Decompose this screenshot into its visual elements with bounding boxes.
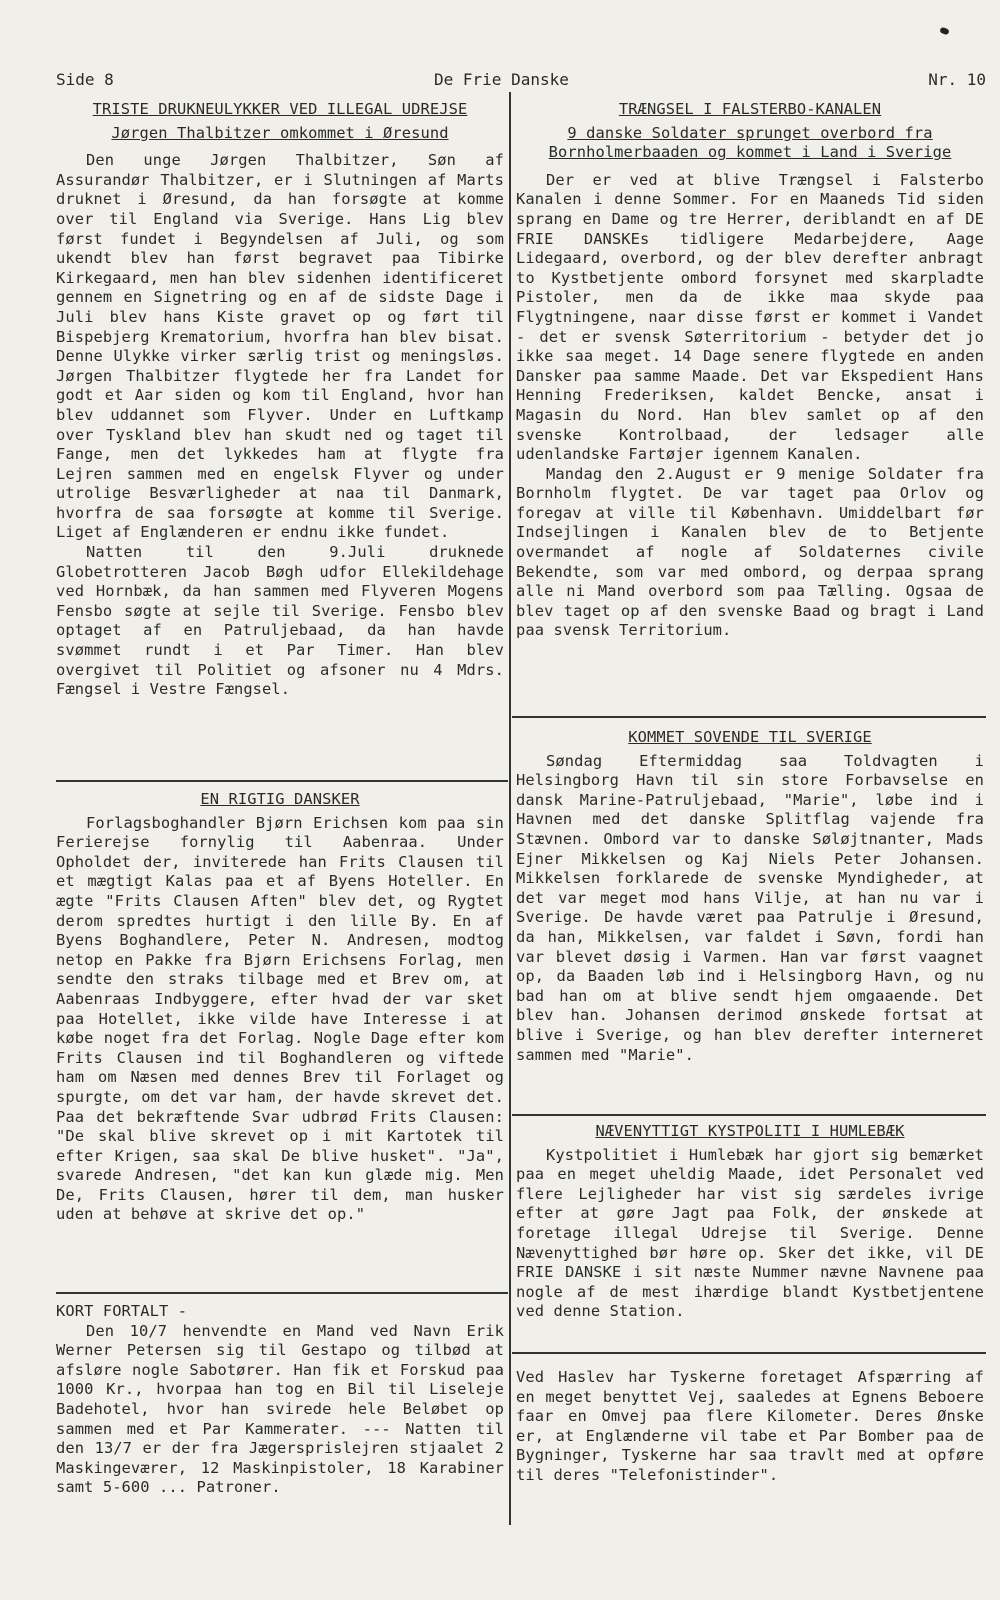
article-haslev — [516, 1368, 984, 1486]
article-title: EN RIGTIG DANSKER — [200, 790, 360, 808]
page-header — [56, 70, 986, 92]
article-paragraph: Ved Haslev har Tyskerne foretaget Afspærring af en meget benyttet Vej, saaledes at Egnens Beboere faar en Omvej paa flere Kilometer. Deres Ønske er, at Englænderne vil tabe et Par Bomber paa de Bygninger, Tyskerne har saa travlt med at opføre til deres "Telefonistinder". — [516, 1368, 984, 1484]
issue-number: Nr. 10 — [928, 70, 986, 89]
article-subtitle: 9 danske Soldater sprunget overbord fra Bornholmerbaaden og kommet i Land i Sverige — [548, 123, 952, 162]
section-rule — [512, 716, 986, 718]
section-rule — [512, 1114, 986, 1116]
article-drukneulykker — [56, 100, 504, 700]
article-paragraph: Den unge Jørgen Thalbitzer, Søn af Assurandør Thalbitzer, er i Slutningen af Marts druknet i Øresund, da han forsøgte at komme over til England via Sverige. Hans Lig blev først fundet i Begyndelsen af Juli, og som ukendt blev han først begravet paa Tibirke Kirkegaard, men han blev sidenhen identificeret gennem en Signetring og en af de sidste Dage i Juli blev hans Kiste gravet op og ført til Bispebjerg Krematorium, hvorfra han blev bisat. Denne Ulykke virker særlig trist og meningsløs. Jørgen Thalbitzer flygtede her fra Landet for godt et Aar siden og kom til England, hvor han blev uddannet som Flyver. Under en Luftkamp over Tyskland blev han skudt ned og taget til Fange, men det lykkedes ham at flygte fra Lejren sammen med en engelsk Flyver og under utrolige Besværligheder at naa til Danmark, hvorfra de saa forsøgte at komme til Sverige. Liget af Englænderen er endnu ikke fundet. — [56, 151, 504, 542]
article-title: KORT FORTALT - — [56, 1302, 188, 1320]
article-kystpoliti — [516, 1122, 984, 1322]
section-rule — [56, 780, 508, 782]
article-subtitle: Jørgen Thalbitzer omkommet i Øresund — [111, 123, 449, 142]
column-divider — [509, 92, 511, 1525]
article-paragraph: Kystpolitiet i Humlebæk har gjort sig bemærket paa en meget uheldig Maade, idet Personalet ved flere Lejligheder har vist sig særdeles ivrige efter at gøre Jagt paa Folk, der ønskede at foretage illegal Udrejse til Sverige. Denne Nævenyttighed bør høre op. Sker det ikke, vil DE FRIE DANSKE i sit næste Nummer nævne Navnene paa nogle af de mest ihærdige blandt Kystbetjentene ved denne Station. — [516, 1145, 984, 1321]
article-title: NÆVENYTTIGT KYSTPOLITI I HUMLEBÆK — [595, 1122, 905, 1140]
section-rule — [56, 1292, 508, 1294]
article-title: KOMMET SOVENDE TIL SVERIGE — [628, 728, 872, 746]
article-kort-fortalt — [56, 1302, 504, 1498]
article-paragraph: Søndag Eftermiddag saa Toldvagten i Helsingborg Havn til sin store Forbavselse en dansk Marine-Patruljebaad, "Marie", løbe ind i Havnen med det danske Splitflag vajende fra Stævnen. Ombord var to danske Søløjtnanter, Mads Ejner Mikkelsen og Kaj Niels Peter Johansen. Mikkelsen forklarede de svenske Myndigheder, at det var meget mod hans Vilje, at han nu var i Sverige. De havde været paa Patrulje i Øresund, da han, Mikkelsen, var faldet i Søvn, fordi han var blevet døsig i Varmen. Han var først vaagnet op, da Baaden løb ind i Helsingborg Havn, og nu bad han om at blive sendt hjem omgaaende. Det blev han. Johansen derimod ønskede fortsat at blive i Sverige, og han blev derefter interneret sammen med "Marie". — [516, 751, 984, 1064]
article-paragraph: Forlagsboghandler Bjørn Erichsen kom paa sin Ferierejse fornylig til Aabenraa. Under Opholdet der, inviterede han Frits Clausen til et mægtigt Kalas paa et af Byens Hoteller. En ægte "Frits Clausen Aften" blev det, og Rygtet derom spredtes hurtigt i den lille By. En af Byens Boghandlere, Peter N. Andresen, modtog netop en Pakke fra Bjørn Erichsens Forlag, men sendte den straks tilbage med et Brev om, at Aabenraas Indbyggere, efter hvad der var sket paa Hotellet, ikke vilde have Interesse i at købe noget fra det Forlag. Nogle Dage efter kom Frits Clausen ind til Boghandleren og viftede ham om Næsen med dennes Brev til Forlaget og spurgte, om det var ham, der havde skrevet det. Paa det bekræftende Svar udbrød Frits Clausen: "De skal blive skrevet op i mit Kartotek til efter Krigen, saa skal De blive husket". "Ja", svarede Andresen, "det kan kun glæde mig. Men De, Frits Clausen, hører til dem, man husker uden at behøve at skrive det op." — [56, 813, 504, 1224]
ink-mark — [939, 27, 950, 36]
article-title: TRÆNGSEL I FALSTERBO-KANALEN — [618, 100, 882, 118]
article-paragraph: Natten til den 9.Juli druknede Globetrotteren Jacob Bøgh udfor Ellekildehage ved Hornbæk, da han sammen med Flyveren Mogens Fensbo søgte at sejle til Sverige. Fensbo blev optaget af en Patruljebaad, da han havde svømmet rundt i et Par Timer. Han blev overgivet til Politiet og afsoner nu 4 Mdrs. Fængsel i Vestre Fængsel. — [56, 543, 504, 699]
article-rigtig-dansker — [56, 790, 504, 1225]
article-falsterbo — [516, 100, 984, 641]
newspaper-name: De Frie Danske — [434, 70, 569, 89]
article-paragraph: Den 10/7 henvendte en Mand ved Navn Erik Werner Petersen sig til Gestapo og tilbød at afsløre nogle Sabotører. Han fik et Forskud paa 1000 Kr., hvorpaa han tog en Bil til Liseleje Badehotel, hvor han svirede hele Beløbet op sammen med et Par Kammerater. --- Natten til den 13/7 er der fra Jægersprislejren stjaalet 2 Maskingeværer, 12 Maskinpistoler, 18 Karabiner samt 5-600 ... Patroner. — [56, 1321, 504, 1497]
article-paragraph: Mandag den 2.August er 9 menige Soldater fra Bornholm flygtet. De var taget paa Orlov og foregav at ville til København. Umiddelbart før Indsejlingen i Kanalen blev de to Betjente overmandet af nogle af Soldaternes civile Bekendte, som var med ombord, og derpaa sprang alle ni Mand overbord som paa Tælling. Ogsaa de blev taget op af den svenske Baad og bragt i Land paa svensk Territorium. — [516, 464, 984, 640]
article-paragraph: Der er ved at blive Trængsel i Falsterbo Kanalen i denne Sommer. For en Maaneds Tid siden sprang en Dame og tre Herrer, deriblandt en af DE FRIE DANSKEs tidligere Medarbejdere, Aage Lidegaard, overbord, og der blev derefter anbragt to Kystbetjente ombord forsynet med skarpladte Pistoler, men da de ikke maa skyde paa Flygtningene, naar disse først er kommet i Vandet - det er svensk Søterritorium - betyder det jo ikke saa meget. 14 Dage senere flygtede en anden Dansker paa samme Maade. Det var Ekspedient Hans Henning Frederiksen, kaldet Bencke, ansat i Magasin du Nord. Han blev samlet op af den svenske Kontrolbaad, der ledsager alle udenlandske Fartøjer igennem Kanalen. — [516, 170, 984, 464]
section-rule — [512, 1352, 986, 1354]
page-number: Side 8 — [56, 70, 114, 89]
article-title: TRISTE DRUKNEULYKKER VED ILLEGAL UDREJSE — [92, 100, 468, 118]
article-sovende — [516, 728, 984, 1065]
